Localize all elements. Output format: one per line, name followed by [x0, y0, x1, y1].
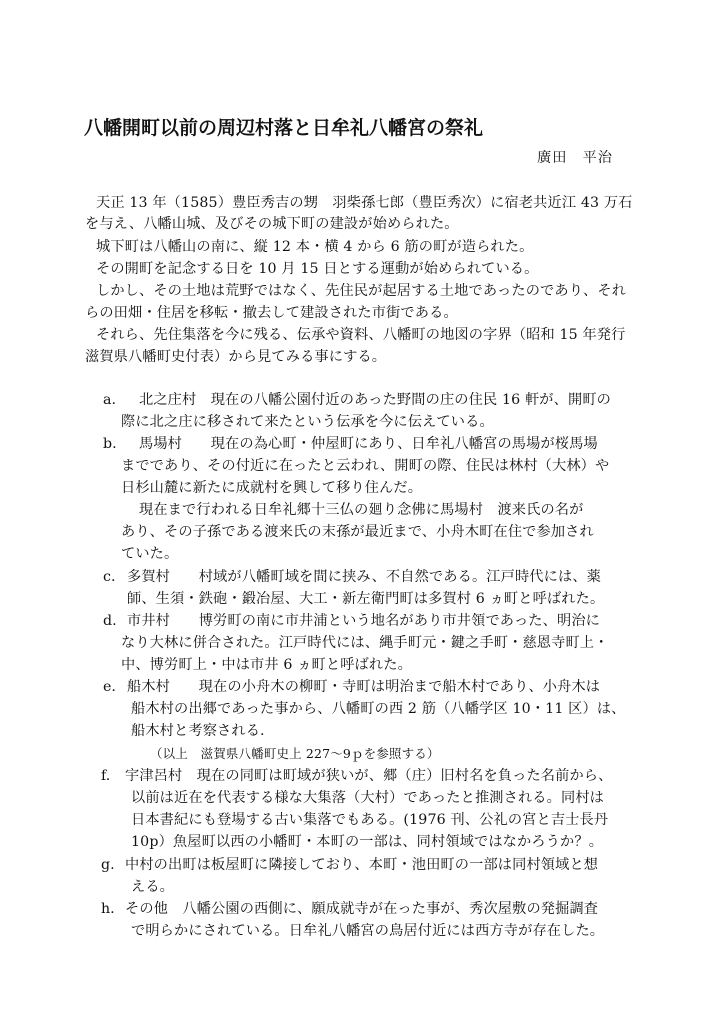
- item-line: で明らかにされている。日牟礼八幡宮の鳥居付近には西方寺が存在した。: [131, 923, 605, 939]
- item-line: 日杉山麓に新たに成就村を興して移り住んだ。: [121, 480, 423, 496]
- item-line: 10p）魚屋町以西の小幡町・本町の一部は、同村領域ではなかろうか？。: [131, 834, 604, 850]
- item-marker: b.: [103, 436, 117, 452]
- author-name: 廣田 平治: [537, 150, 613, 166]
- item-line: 多賀村 村域が八幡町域を間に挟み、不自然である。江戸時代には、薬: [127, 569, 601, 585]
- item-line: 中、博労町上・中は市井 6 ヵ町と呼ばれた。: [121, 657, 412, 673]
- intro-line: を与え、八幡山城、及びその城下町の建設が始められた。: [85, 216, 459, 232]
- item-line: 日本書紀にも登場する古い集落でもある。(1976 刊、公礼の宮と吉士長丹: [131, 812, 609, 828]
- item-line: なり大林に併合された。江戸時代には、縄手町元・鍵之手町・慈恩寺町上・: [121, 635, 609, 651]
- intro-line: 城下町は八幡山の南に、縦 12 本・横 4 から 6 筋の町が造られた。: [96, 239, 534, 255]
- item-line: までであり、その付近に在ったと云われ、開町の際、住民は林村（大林）や: [121, 458, 610, 474]
- item-line: ていた。: [121, 546, 179, 562]
- item-line: 船木村 現在の小舟木の柳町・寺町は明治まで船木村であり、小舟木は: [127, 679, 601, 695]
- item-line: える。: [131, 879, 175, 895]
- item-marker: g.: [101, 857, 115, 873]
- intro-line: らの田畑・住居を移転・撤去して建設された市街である。: [85, 305, 458, 321]
- intro-line: 天正 13 年（1585）豊臣秀吉の甥 羽柴孫七郎（豊臣秀次）に宿老共近江 43 万石: [96, 195, 633, 211]
- item-marker: e.: [103, 679, 116, 695]
- reference-note: （以上 滋賀県八幡町史上 227～9ｐを参照する）: [150, 746, 440, 761]
- item-line: 師、生須・鉄砲・鍛冶屋、大工・新左衛門町は多賀村 6 ヵ町と呼ばれた。: [127, 591, 605, 607]
- item-line: 際に北之庄に移されて来たという伝承を今に伝えている。: [121, 414, 494, 430]
- item-marker: c.: [103, 569, 116, 585]
- item-marker: a.: [103, 392, 116, 408]
- item-line: 以前は近在を代表する様な大集落（大村）であったと推測される。同村は: [131, 790, 604, 806]
- intro-line: しかし、その土地は荒野ではなく、先住民が起居する土地であったのであり、それ: [96, 283, 627, 299]
- item-line: 馬場村 現在の為心町・仲屋町にあり、日牟礼八幡宮の馬場が桜馬場: [139, 436, 598, 452]
- item-line: 中村の出町は板屋町に隣接しており、本町・池田町の一部は同村領域と想: [125, 857, 599, 873]
- intro-line: 滋賀県八幡町史付表）から見てみる事にする。: [85, 349, 387, 365]
- item-line: あり、その子孫である渡来氏の末孫が最近まで、小舟木町在住で参加され: [121, 524, 594, 540]
- item-line: 北之庄村 現在の八幡公園付近のあった野間の庄の住民 16 軒が、開町の: [139, 392, 611, 408]
- item-line: 船木村と考察される.: [131, 723, 265, 739]
- item-line: 現在まで行われる日牟礼郷十三仏の廻り念佛に馬場村 渡来氏の名が: [139, 502, 584, 518]
- item-line: 市井村 博労町の南に市井浦という地名があり市井領であった、明治に: [127, 613, 600, 629]
- item-line: 船木村の出郷であった事から、八幡町の西 2 筋（八幡学区 10・11 区）は、: [131, 701, 626, 717]
- item-marker: h.: [101, 901, 115, 917]
- document-title: 八幡開町以前の周辺村落と日牟礼八幡宮の祭礼: [84, 117, 484, 139]
- intro-line: それら、先住集落を今に残る、伝承や資料、八幡町の地図の字界（昭和 15 年発行: [96, 327, 626, 343]
- item-line: その他 八幡公園の西側に、願成就寺が在った事が、秀次屋敷の発掘調査: [125, 901, 599, 917]
- item-marker: d.: [103, 613, 117, 629]
- intro-line: その開町を記念する日を 10 月 15 日とする運動が始められている。: [96, 261, 539, 277]
- item-marker: f.: [101, 768, 111, 784]
- item-line: 宇津呂村 現在の同町は町域が狭いが、郷（庄）旧村名を負った名前から、: [125, 768, 613, 784]
